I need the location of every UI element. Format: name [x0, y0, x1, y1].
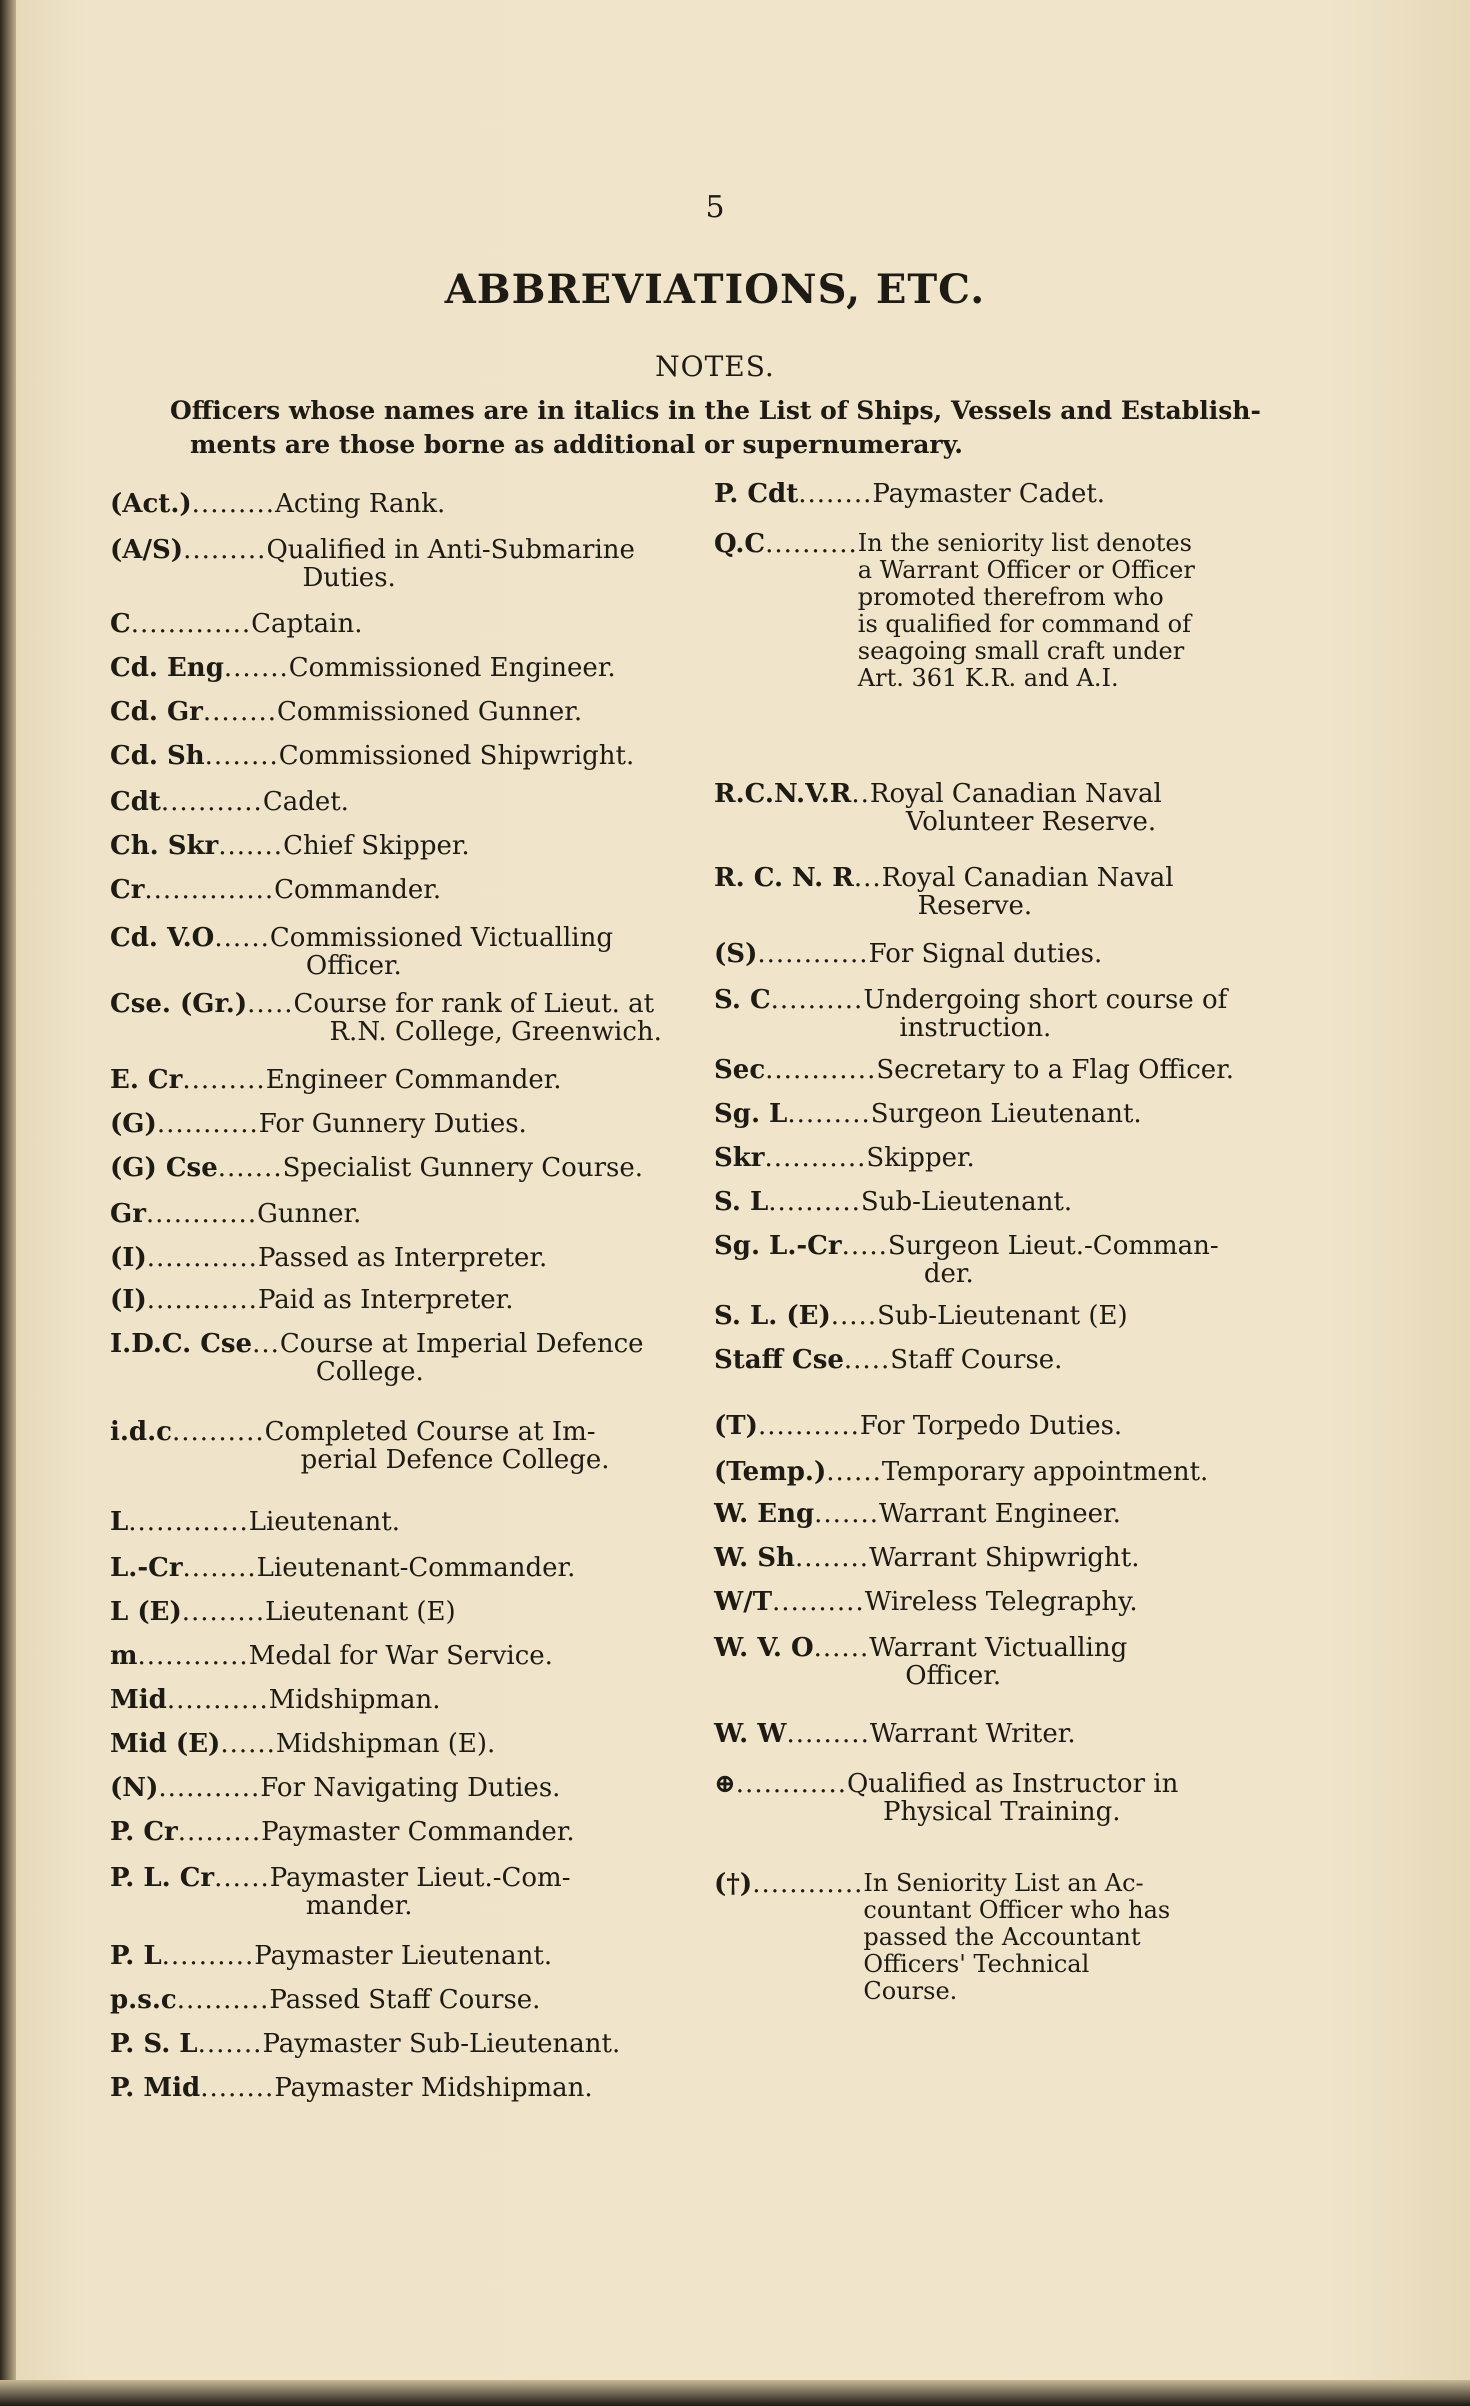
meaning-line: Royal Canadian Naval [881, 863, 1174, 893]
abbreviation-entry [714, 864, 1334, 920]
abbreviation-meaning [882, 1458, 1334, 1486]
leader-dots: ............ [752, 1870, 864, 1899]
abbreviation-entry [714, 1720, 1334, 1748]
abbreviation-term: ⊕ [714, 1769, 736, 1799]
abbreviation-entry [110, 1554, 735, 1582]
leader-dots: ............ [757, 940, 869, 968]
abbreviation-meaning [863, 1870, 1334, 2005]
leader-dots: ............ [765, 1056, 877, 1084]
abbreviation-term: P. S. L [110, 2029, 198, 2059]
leader-dots: ......... [786, 1720, 870, 1748]
abbreviation-entry [714, 530, 1334, 692]
abbreviation-term: P. Cdt [714, 479, 799, 509]
abbreviation-meaning [275, 490, 735, 518]
abbreviation-entry [714, 1100, 1334, 1128]
abbreviation-entry [110, 1110, 735, 1138]
meaning-line: Sub-Lieutenant. [860, 1187, 1073, 1217]
leader-dots: ........ [794, 1544, 870, 1572]
meaning-line: Midshipman (E). [275, 1729, 496, 1759]
abbreviation-meaning [877, 1302, 1334, 1330]
leader-dots: .......... [765, 530, 858, 559]
abbreviation-meaning [270, 924, 735, 980]
leader-dots: ............ [145, 1200, 258, 1228]
abbreviation-meaning [882, 864, 1334, 920]
abbreviation-entry [110, 1942, 735, 1970]
meaning-line: For Navigating Duties. [260, 1773, 561, 1803]
abbreviation-term: P. L. Cr [110, 1863, 215, 1893]
abbreviation-meaning [260, 1774, 735, 1802]
abbreviation-entry [110, 654, 735, 682]
abbreviation-term: S. C [714, 985, 771, 1015]
abbreviation-meaning [869, 1634, 1334, 1690]
meaning-line: Qualified as Instructor in [846, 1769, 1179, 1799]
abbreviation-entry [110, 698, 735, 726]
abbreviation-meaning [280, 1330, 735, 1386]
meaning-line: Completed Course at Im- [264, 1417, 596, 1447]
abbreviation-entry [714, 1588, 1334, 1616]
abbreviation-entry [110, 2030, 735, 2058]
leader-dots: ..... [830, 1302, 878, 1330]
abbreviation-entry [110, 788, 735, 816]
meaning-line: Commissioned Shipwright. [278, 741, 635, 771]
abbreviation-meaning [869, 1544, 1334, 1572]
abbreviation-term: W. V. O [714, 1633, 814, 1663]
leader-dots: ..... [843, 1346, 891, 1374]
meaning-line: College. [315, 1357, 424, 1387]
abbreviation-meaning [266, 1066, 735, 1094]
abbreviation-meaning [865, 1588, 1334, 1616]
abbreviation-term: (A/S) [110, 535, 184, 565]
abbreviation-entry [110, 1774, 735, 1802]
abbreviation-meaning [249, 1642, 735, 1670]
meaning-line: Paymaster Cadet. [872, 479, 1106, 509]
abbreviation-term: Q.C [714, 529, 766, 559]
abbreviation-entry [714, 986, 1334, 1042]
meaning-line: Wireless Telegraphy. [864, 1587, 1138, 1617]
abbreviation-term: i.d.c [110, 1417, 172, 1447]
abbreviation-meaning [274, 876, 735, 904]
abbreviation-entry [714, 1188, 1334, 1216]
leader-dots: ....... [223, 654, 289, 682]
abbreviation-meaning [860, 1412, 1334, 1440]
leader-dots: ....... [814, 1500, 880, 1528]
abbreviation-entry [714, 780, 1334, 836]
meaning-line: Warrant Shipwright. [869, 1543, 1140, 1573]
abbreviation-term: Cd. Gr [110, 697, 203, 727]
leader-dots: ........... [158, 1774, 261, 1802]
abbreviation-term: C [110, 609, 131, 639]
abbreviation-entry [110, 1642, 735, 1670]
meaning-line: Engineer Commander. [265, 1065, 562, 1095]
meaning-line: R.N. College, Greenwich. [329, 1017, 662, 1047]
meaning-line: countant Officer who has [863, 1896, 1171, 1924]
meaning-line: Paymaster Sub-Lieutenant. [262, 2029, 621, 2059]
abbreviation-meaning [858, 530, 1334, 692]
abbreviation-meaning [879, 1500, 1334, 1528]
meaning-line: Undergoing short course of [863, 985, 1228, 1015]
abbreviation-meaning [259, 1110, 735, 1138]
meaning-line: Skipper. [866, 1143, 975, 1173]
abbreviation-meaning [861, 1188, 1334, 1216]
meaning-line: Lieutenant-Commander. [256, 1553, 576, 1583]
leader-dots: .......... [770, 986, 864, 1015]
abbreviation-term: (I) [110, 1243, 147, 1273]
abbreviation-entry [110, 1286, 735, 1314]
meaning-line: Staff Course. [890, 1345, 1063, 1375]
leader-dots: ........ [182, 1554, 257, 1582]
leader-dots: ......... [182, 1066, 266, 1094]
abbreviation-entry [714, 1458, 1334, 1486]
leader-dots: ........... [166, 1686, 269, 1714]
abbreviation-meaning [888, 1232, 1334, 1288]
leader-dots: ............. [130, 610, 252, 638]
leader-dots: ......... [191, 490, 276, 518]
abbreviation-term: R.C.N.V.R [714, 779, 852, 809]
abbreviation-term: Sec [714, 1055, 766, 1085]
meaning-line: Commissioned Engineer. [288, 653, 616, 683]
abbreviation-term: (†) [714, 1869, 753, 1899]
leader-dots: ........ [204, 742, 279, 770]
abbreviation-term: P. L [110, 1941, 162, 1971]
leader-dots: ........ [202, 698, 278, 726]
meaning-line: In the seniority list denotes [857, 529, 1192, 557]
abbreviation-meaning [257, 1200, 735, 1228]
abbreviation-term: Sg. L [714, 1099, 788, 1129]
abbreviation-meaning [289, 654, 735, 682]
meaning-line: Surgeon Lieutenant. [870, 1099, 1142, 1129]
abbreviation-meaning [251, 610, 735, 638]
meaning-line: Course at Imperial Defence [279, 1329, 644, 1359]
leader-dots: ...... [214, 1864, 270, 1893]
meaning-line: For Signal duties. [868, 939, 1103, 969]
abbreviation-term: (N) [110, 1773, 159, 1803]
abbreviation-meaning [254, 1942, 735, 1970]
abbreviation-term: Cd. Eng [110, 653, 224, 683]
leader-dots: ...... [826, 1458, 882, 1486]
meaning-line: perial Defence College. [300, 1445, 610, 1475]
abbreviation-meaning [265, 1598, 735, 1626]
abbreviation-meaning [283, 1154, 735, 1182]
leader-dots: .............. [144, 876, 275, 904]
abbreviation-entry [714, 1770, 1334, 1826]
leader-dots: ...... [813, 1634, 870, 1663]
notes-heading: NOTES. [655, 350, 775, 383]
abbreviation-meaning [269, 1986, 735, 2014]
meaning-line: passed the Accountant [863, 1923, 1141, 1951]
abbreviation-term: Cdt [110, 787, 161, 817]
abbreviation-entry [110, 2074, 735, 2102]
abbreviation-entry [110, 1598, 735, 1626]
meaning-line: Captain. [251, 609, 363, 639]
abbreviation-meaning [269, 1686, 735, 1714]
abbreviation-entry [714, 940, 1334, 968]
abbreviation-entry [110, 1200, 735, 1228]
abbreviation-meaning [276, 1730, 735, 1758]
meaning-line: der. [923, 1259, 974, 1289]
abbreviation-entry [714, 1870, 1334, 2005]
abbreviation-entry [714, 1144, 1334, 1172]
abbreviation-term: p.s.c [110, 1985, 177, 2015]
meaning-line: Specialist Gunnery Course. [282, 1153, 643, 1183]
abbreviation-entry [714, 1056, 1334, 1084]
leader-dots: ... [853, 864, 882, 893]
meaning-line: mander. [305, 1891, 413, 1921]
leader-dots: .......... [176, 1986, 270, 2014]
abbreviation-entry [110, 1730, 735, 1758]
abbreviation-entry [110, 536, 735, 592]
abbreviation-entry [110, 1864, 735, 1920]
meaning-line: Royal Canadian Naval [869, 779, 1162, 809]
meaning-line: Warrant Engineer. [879, 1499, 1121, 1529]
meaning-line: is qualified for command of [857, 610, 1191, 638]
abbreviation-term: (T) [714, 1411, 758, 1441]
leader-dots: ......... [181, 1598, 266, 1626]
abbreviation-term: Staff Cse [714, 1345, 844, 1375]
abbreviation-meaning [870, 1720, 1334, 1748]
abbreviation-meaning [866, 1144, 1334, 1172]
abbreviation-term: Gr [110, 1199, 146, 1229]
meaning-line: Paymaster Lieutenant. [254, 1941, 553, 1971]
abbreviation-term: S. L [714, 1187, 769, 1217]
leader-dots: ......... [177, 1818, 262, 1846]
abbreviation-meaning [863, 986, 1334, 1042]
abbreviation-meaning [257, 1554, 735, 1582]
meaning-line: a Warrant Officer or Officer [857, 556, 1195, 584]
abbreviation-term: Cr [110, 875, 145, 905]
abbreviation-term: Cse. (Gr.) [110, 989, 248, 1019]
abbreviation-entry [714, 480, 1334, 508]
abbreviation-term: Mid (E) [110, 1729, 221, 1759]
abbreviation-meaning [277, 698, 735, 726]
meaning-line: Paymaster Lieut.-Com- [269, 1863, 571, 1893]
abbreviation-entry [110, 490, 735, 518]
meaning-line: Reserve. [917, 891, 1033, 921]
meaning-line: Officer. [905, 1661, 1002, 1691]
abbreviation-entry [110, 1330, 735, 1386]
abbreviation-term: I.D.C. Cse [110, 1329, 253, 1359]
abbreviation-term: Skr [714, 1143, 765, 1173]
abbreviation-entry [110, 876, 735, 904]
abbreviation-meaning [279, 742, 735, 770]
abbreviation-meaning [847, 1770, 1334, 1826]
abbreviation-term: Ch. Skr [110, 831, 219, 861]
abbreviation-entry [714, 1500, 1334, 1528]
abbreviation-meaning [262, 2030, 735, 2058]
leader-dots: ............ [146, 1244, 258, 1272]
abbreviation-term: L (E) [110, 1597, 182, 1627]
abbreviation-term: W. Sh [714, 1543, 795, 1573]
meaning-line: Secretary to a Flag Officer. [876, 1055, 1235, 1085]
abbreviation-meaning [249, 1508, 735, 1536]
abbreviation-meaning [274, 2074, 735, 2102]
abbreviation-entry [110, 742, 735, 770]
leader-dots: ............ [137, 1642, 249, 1670]
abbreviation-entry [714, 1412, 1334, 1440]
meaning-line: Acting Rank. [275, 489, 446, 519]
meaning-line: Officers' Technical [863, 1950, 1090, 1978]
meaning-line: Commander. [274, 875, 442, 905]
abbreviation-meaning [261, 1818, 735, 1846]
meaning-line: Sub-Lieutenant (E) [877, 1301, 1128, 1331]
abbreviation-entry [714, 1232, 1334, 1288]
meaning-line: Passed as Interpreter. [257, 1243, 548, 1273]
abbreviation-term: (Temp.) [714, 1457, 827, 1487]
abbreviation-entry [714, 1634, 1334, 1690]
leader-dots: ...... [220, 1730, 276, 1758]
abbreviation-term: (G) [110, 1109, 157, 1139]
abbreviation-term: W. W [714, 1719, 787, 1749]
abbreviation-meaning [890, 1346, 1334, 1374]
meaning-line: Course. [863, 1977, 958, 2005]
meaning-line: Paymaster Midshipman. [274, 2073, 593, 2103]
meaning-line: Chief Skipper. [283, 831, 470, 861]
abbreviation-entry [110, 1244, 735, 1272]
abbreviation-entry [110, 1418, 735, 1474]
leader-dots: ......... [183, 536, 267, 565]
meaning-line: Commissioned Victualling [269, 923, 613, 953]
leader-dots: .. [851, 780, 870, 809]
meaning-line: Cadet. [262, 787, 349, 817]
intro-paragraph [170, 394, 1310, 462]
page-bottom-edge [0, 2380, 1470, 2406]
intro-line: ments are those borne as additional or supernumerary. [190, 430, 963, 459]
abbreviation-term: P. Mid [110, 2073, 201, 2103]
abbreviation-meaning [869, 940, 1334, 968]
meaning-line: Volunteer Reserve. [905, 807, 1157, 837]
abbreviation-term: Sg. L.-Cr [714, 1231, 842, 1261]
abbreviation-entry [110, 1818, 735, 1846]
abbreviation-meaning [263, 788, 735, 816]
leader-dots: ............ [146, 1286, 258, 1314]
meaning-line: For Gunnery Duties. [258, 1109, 527, 1139]
abbreviation-term: m [110, 1641, 138, 1671]
leader-dots: .......... [161, 1942, 255, 1970]
meaning-line: Warrant Writer. [869, 1719, 1076, 1749]
meaning-line: promoted therefrom who [857, 583, 1164, 611]
abbreviation-term: (S) [714, 939, 758, 969]
abbreviation-meaning [265, 1418, 735, 1474]
leader-dots: .......... [772, 1588, 865, 1616]
abbreviation-entry [110, 990, 735, 1046]
leader-dots: ........ [200, 2074, 275, 2102]
abbreviation-meaning [283, 832, 735, 860]
leader-dots: ............. [128, 1508, 249, 1536]
meaning-line: In Seniority List an Ac- [863, 1869, 1144, 1897]
meaning-line: Temporary appointment. [881, 1457, 1209, 1487]
abbreviation-term: (I) [110, 1285, 147, 1315]
abbreviation-term: Cd. Sh [110, 741, 205, 771]
leader-dots: ....... [218, 832, 284, 860]
abbreviation-entry [110, 1686, 735, 1714]
abbreviation-entry [714, 1544, 1334, 1572]
meaning-line: Passed Staff Course. [269, 1985, 541, 2015]
abbreviation-meaning [293, 990, 735, 1046]
meaning-line: Midshipman. [268, 1685, 441, 1715]
abbreviation-term: E. Cr [110, 1065, 183, 1095]
leader-dots: ... [252, 1330, 280, 1359]
abbreviation-meaning [258, 1244, 735, 1272]
meaning-line: Course for rank of Lieut. at [293, 989, 655, 1019]
leader-dots: ........ [798, 480, 873, 508]
leader-dots: .......... [768, 1188, 861, 1216]
meaning-line: Paid as Interpreter. [257, 1285, 514, 1315]
meaning-line: Gunner. [257, 1199, 362, 1229]
abbreviation-entry [110, 832, 735, 860]
abbreviation-term: L.-Cr [110, 1553, 183, 1583]
abbreviation-entry [714, 1346, 1334, 1374]
abbreviation-term: P. Cr [110, 1817, 178, 1847]
abbreviation-entry [714, 1302, 1334, 1330]
meaning-line: Surgeon Lieut.-Comman- [887, 1231, 1219, 1261]
abbreviation-term: L [110, 1507, 129, 1537]
abbreviation-term: W. Eng [714, 1499, 815, 1529]
leader-dots: ....... [217, 1154, 283, 1182]
abbreviation-meaning [266, 536, 735, 592]
abbreviation-entry [110, 1066, 735, 1094]
meaning-line: Qualified in Anti-Submarine [266, 535, 635, 565]
leader-dots: ..... [841, 1232, 888, 1261]
meaning-line: Warrant Victualling [869, 1633, 1128, 1663]
abbreviation-meaning [270, 1864, 735, 1920]
leader-dots: ........... [757, 1412, 860, 1440]
abbreviation-meaning [258, 1286, 735, 1314]
meaning-line: Physical Training. [882, 1797, 1121, 1827]
abbreviation-meaning [870, 780, 1334, 836]
meaning-line: Lieutenant (E) [265, 1597, 456, 1627]
abbreviation-entry [110, 924, 735, 980]
abbreviation-entry [110, 1154, 735, 1182]
abbreviation-term: Mid [110, 1685, 167, 1715]
leader-dots: ..... [247, 990, 294, 1019]
abbreviation-entry [110, 610, 735, 638]
meaning-line: Duties. [302, 563, 396, 593]
abbreviation-entry [110, 1986, 735, 2014]
leader-dots: ......... [787, 1100, 871, 1128]
abbreviation-meaning [876, 1056, 1334, 1084]
leader-dots: ...... [214, 924, 270, 953]
leader-dots: ........... [160, 788, 263, 816]
abbreviation-term: Cd. V.O [110, 923, 215, 953]
leader-dots: .......... [172, 1418, 265, 1447]
meaning-line: Lieutenant. [248, 1507, 400, 1537]
intro-line: Officers whose names are in italics in the List of Ships, Vessels and Establish- [170, 396, 1261, 425]
abbreviation-meaning [871, 1100, 1334, 1128]
page-title: ABBREVIATIONS, ETC. [444, 266, 986, 313]
leader-dots: ............ [735, 1770, 847, 1799]
page-number: 5 [705, 190, 725, 225]
leader-dots: ........... [156, 1110, 259, 1138]
abbreviation-meaning [872, 480, 1334, 508]
meaning-line: Paymaster Commander. [261, 1817, 575, 1847]
abbreviation-term: W/T [714, 1587, 773, 1617]
leader-dots: ........... [764, 1144, 867, 1172]
meaning-line: Medal for War Service. [248, 1641, 553, 1671]
meaning-line: Commissioned Gunner. [277, 697, 583, 727]
leader-dots: ....... [197, 2030, 263, 2058]
meaning-line: instruction. [899, 1013, 1052, 1043]
abbreviation-term: (G) Cse [110, 1153, 218, 1183]
meaning-line: seagoing small craft under [857, 637, 1185, 665]
meaning-line: For Torpedo Duties. [859, 1411, 1123, 1441]
abbreviation-term: R. C. N. R [714, 863, 854, 893]
abbreviation-term: (Act.) [110, 489, 192, 519]
meaning-line: Art. 361 K.R. and A.I. [857, 664, 1119, 692]
meaning-line: Officer. [305, 951, 402, 981]
abbreviation-term: S. L. (E) [714, 1301, 831, 1331]
abbreviation-entry [110, 1508, 735, 1536]
